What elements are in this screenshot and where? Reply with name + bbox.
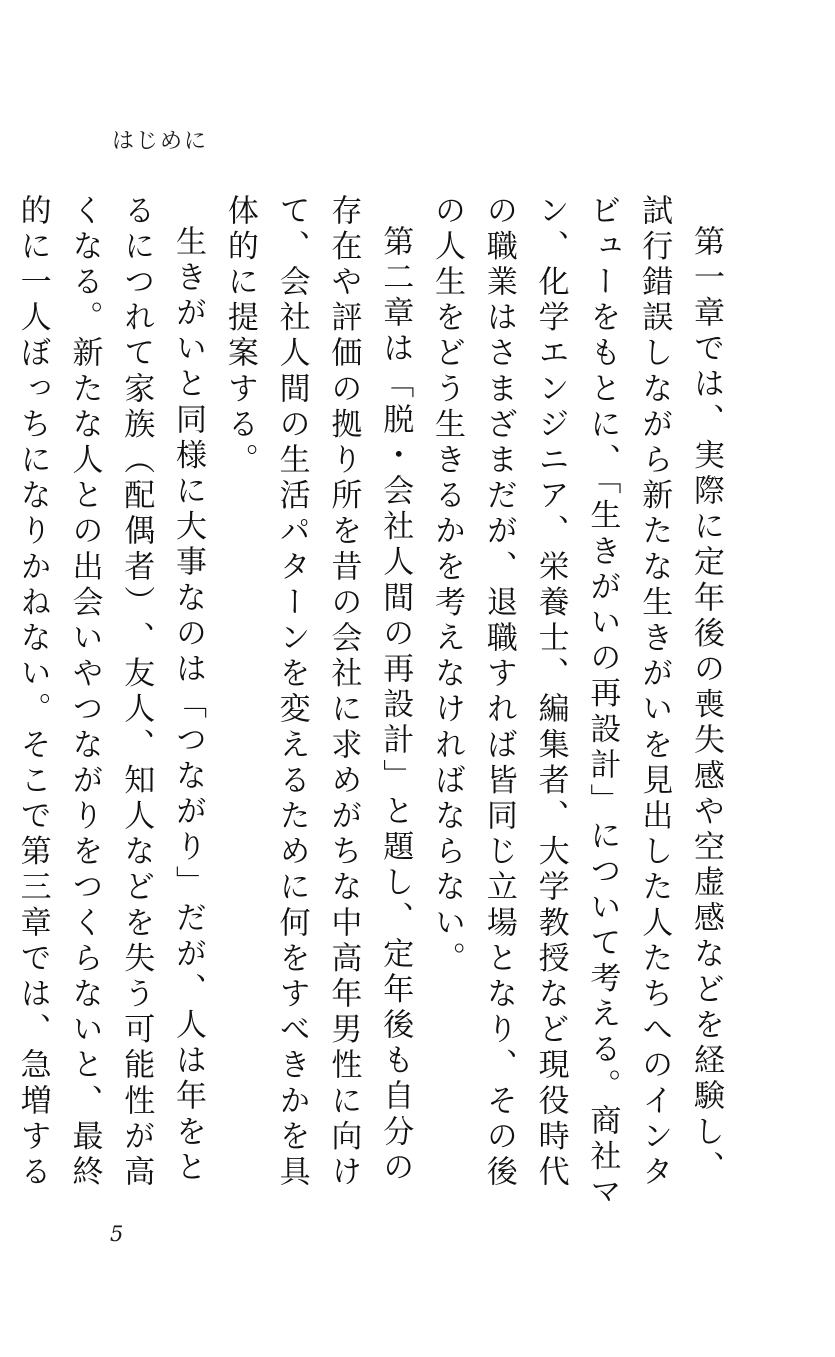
paragraph: 生きがいと同様に大事なのは「つながり」だが、人は年をとるにつれて家族︵配偶者︶、友人、知人などを失う可能性が高くなる。新たな人との出会いやつながりをつくらないと、最終的に一人ぼっちになりかねない。そこで第三章では、急増する	[14, 194, 207, 1191]
running-head: はじめに	[112, 129, 209, 154]
page-number: 5	[110, 1222, 124, 1246]
body-text	[14, 194, 731, 1220]
paragraph: 第一章では、実際に定年後の喪失感や空虚感などを経験し、試行錯誤しながら新たな生きがいを見出した人たちへのインタビューをもとに、「生きがいの再設計」について考える。商社マン、化学エンジニア、栄養士、編集者、大学教授など現役時代の職業はさまざまだが、退職すれば皆同じ立場となり、その後の人生をどう生きるかを考えなければならない。	[429, 194, 724, 1211]
paragraph: 第二章は「脱・会社人間の再設計」と題し、定年後も自分の存在や評価の拠り所を昔の会社に求めがちな中高年男性に向けて、会社人間の生活パターンを変えるために何をすべきかを具体的に提案する。	[221, 194, 414, 1191]
